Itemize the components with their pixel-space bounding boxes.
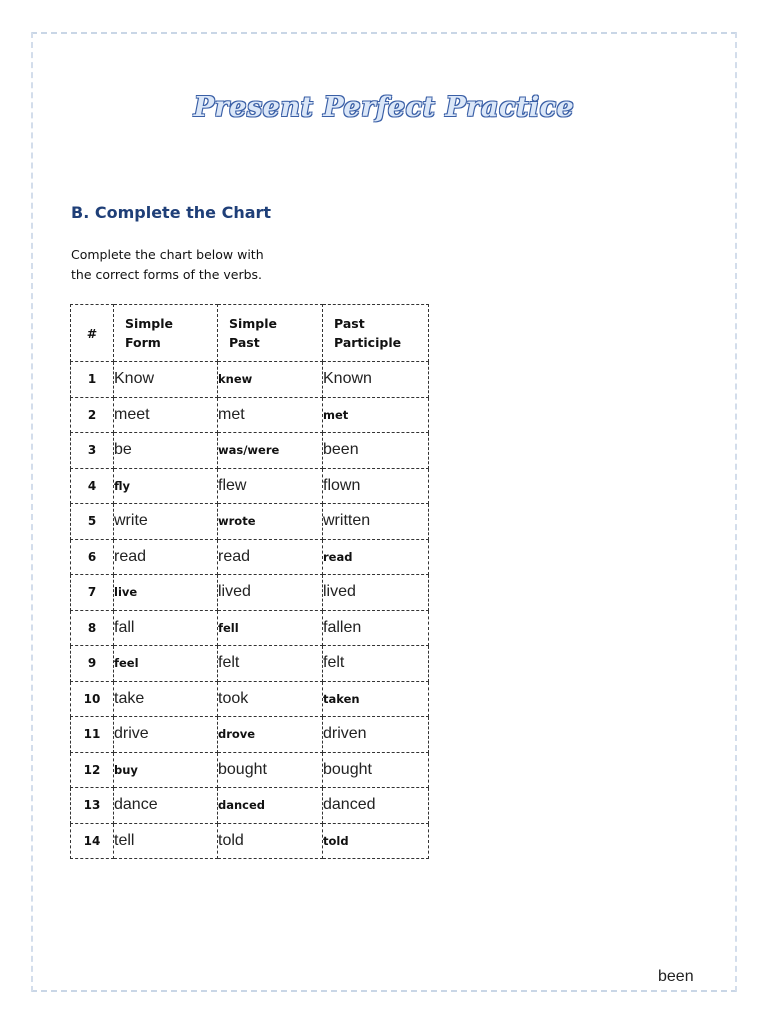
row-number: 9 bbox=[71, 646, 114, 682]
table-row bbox=[71, 610, 429, 646]
simple-past-cell: knew bbox=[218, 362, 323, 398]
header-simple-past bbox=[218, 305, 323, 362]
table-row bbox=[71, 539, 429, 575]
header-simple-form-label: Simple Form bbox=[125, 316, 174, 350]
simple-form-cell: take bbox=[114, 681, 218, 717]
simple-past-cell: was/were bbox=[218, 433, 323, 469]
row-number: 4 bbox=[71, 468, 114, 504]
table-row bbox=[71, 433, 429, 469]
simple-form-cell: live bbox=[114, 575, 218, 611]
section-heading: B. Complete the Chart bbox=[71, 203, 272, 222]
simple-past-cell: flew bbox=[218, 468, 323, 504]
simple-form-cell: buy bbox=[114, 752, 218, 788]
simple-past-cell: danced bbox=[218, 788, 323, 824]
simple-form-cell: fall bbox=[114, 610, 218, 646]
simple-past-cell: read bbox=[218, 539, 323, 575]
row-number: 1 bbox=[71, 362, 114, 398]
row-number: 12 bbox=[71, 752, 114, 788]
simple-past-cell: lived bbox=[218, 575, 323, 611]
past-participle-cell: driven bbox=[323, 717, 429, 753]
simple-past-cell: took bbox=[218, 681, 323, 717]
past-participle-cell: told bbox=[323, 823, 429, 859]
table-row bbox=[71, 788, 429, 824]
past-participle-cell: taken bbox=[323, 681, 429, 717]
simple-form-cell: dance bbox=[114, 788, 218, 824]
table-header-row bbox=[71, 305, 429, 362]
past-participle-cell: Known bbox=[323, 362, 429, 398]
simple-past-cell: drove bbox=[218, 717, 323, 753]
row-number: 3 bbox=[71, 433, 114, 469]
simple-past-cell: fell bbox=[218, 610, 323, 646]
row-number: 2 bbox=[71, 397, 114, 433]
table-row bbox=[71, 397, 429, 433]
simple-past-cell: bought bbox=[218, 752, 323, 788]
instruction-line-2: the correct forms of the verbs. bbox=[71, 267, 263, 282]
simple-form-cell: tell bbox=[114, 823, 218, 859]
simple-past-cell: met bbox=[218, 397, 323, 433]
past-participle-cell: lived bbox=[323, 575, 429, 611]
table-row bbox=[71, 717, 429, 753]
past-participle-cell: met bbox=[323, 397, 429, 433]
past-participle-cell: read bbox=[323, 539, 429, 575]
past-participle-cell: been bbox=[323, 433, 429, 469]
table-row bbox=[71, 362, 429, 398]
table-row bbox=[71, 681, 429, 717]
simple-form-cell: meet bbox=[114, 397, 218, 433]
page-title: Present Perfect Practice bbox=[193, 92, 575, 123]
header-past-participle bbox=[323, 305, 429, 362]
instruction-line-1: Complete the chart below with bbox=[71, 247, 264, 262]
simple-form-cell: feel bbox=[114, 646, 218, 682]
row-number: 13 bbox=[71, 788, 114, 824]
past-participle-cell: felt bbox=[323, 646, 429, 682]
header-past-participle-label: Past Participle bbox=[334, 316, 402, 350]
table-row bbox=[71, 646, 429, 682]
instructions bbox=[71, 245, 331, 285]
simple-past-cell: felt bbox=[218, 646, 323, 682]
simple-form-cell: read bbox=[114, 539, 218, 575]
table-row bbox=[71, 823, 429, 859]
past-participle-cell: flown bbox=[323, 468, 429, 504]
row-number: 5 bbox=[71, 504, 114, 540]
verb-chart-table bbox=[70, 304, 429, 859]
simple-form-cell: Know bbox=[114, 362, 218, 398]
footer-word: been bbox=[658, 968, 694, 985]
row-number: 6 bbox=[71, 539, 114, 575]
row-number: 8 bbox=[71, 610, 114, 646]
row-number: 11 bbox=[71, 717, 114, 753]
simple-form-cell: write bbox=[114, 504, 218, 540]
past-participle-cell: bought bbox=[323, 752, 429, 788]
header-simple-form bbox=[114, 305, 218, 362]
row-number: 7 bbox=[71, 575, 114, 611]
simple-form-cell: drive bbox=[114, 717, 218, 753]
table-row bbox=[71, 468, 429, 504]
simple-past-cell: told bbox=[218, 823, 323, 859]
header-number: # bbox=[71, 305, 114, 362]
table-row bbox=[71, 575, 429, 611]
row-number: 14 bbox=[71, 823, 114, 859]
header-simple-past-label: Simple Past bbox=[229, 316, 278, 350]
row-number: 10 bbox=[71, 681, 114, 717]
table-row bbox=[71, 752, 429, 788]
past-participle-cell: fallen bbox=[323, 610, 429, 646]
simple-form-cell: fly bbox=[114, 468, 218, 504]
simple-form-cell: be bbox=[114, 433, 218, 469]
past-participle-cell: written bbox=[323, 504, 429, 540]
past-participle-cell: danced bbox=[323, 788, 429, 824]
table-row bbox=[71, 504, 429, 540]
simple-past-cell: wrote bbox=[218, 504, 323, 540]
